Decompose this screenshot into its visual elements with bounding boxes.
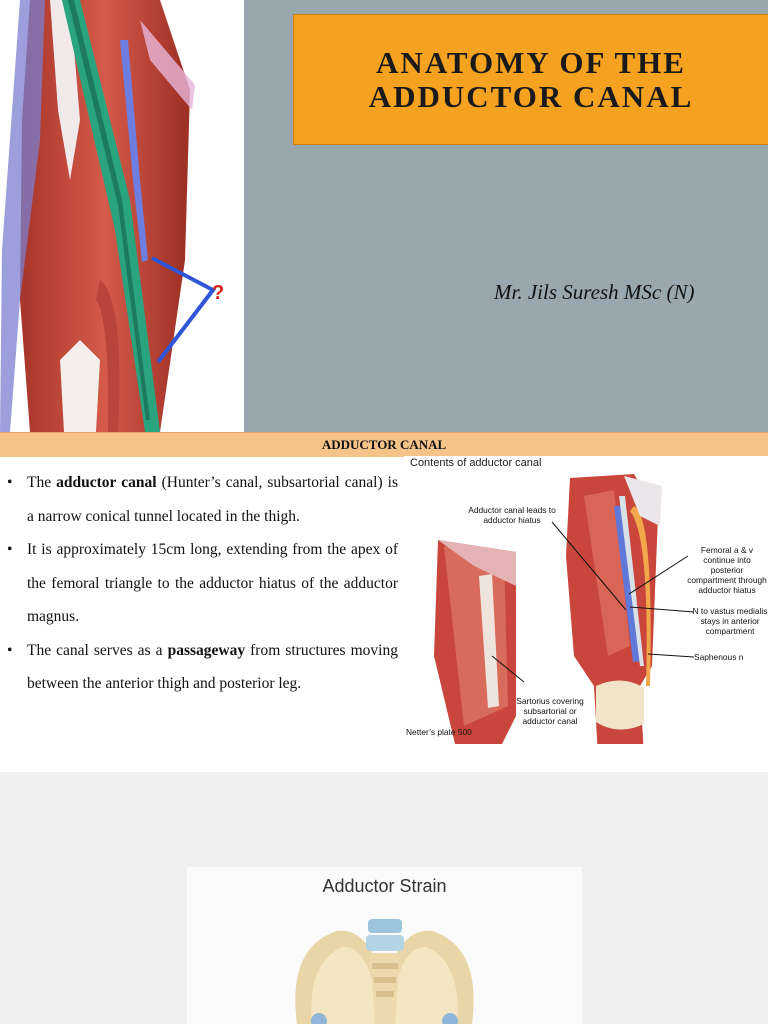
bullet-list	[4, 466, 398, 701]
section-heading: ADDUCTOR CANAL	[321, 437, 447, 452]
bullet-dot: •	[7, 541, 13, 558]
bullet-text-part: It is approximately 15cm long, extending from the apex of the femoral triangle to the adductor hiatus of the adductor magnus.	[27, 541, 398, 625]
label-femoral-vessels: Femoral a & v continue into posterior compartment through adductor hiatus	[687, 545, 767, 595]
title-line-2: ADDUCTOR CANAL	[368, 78, 694, 114]
pelvis-illustration	[187, 867, 582, 1024]
bullet-text-part: (Hunter’s canal, subsartorial canal) is a narrow conical tunnel located in the thigh.	[27, 474, 398, 525]
thigh-muscle-illustration	[0, 0, 244, 432]
bullet-text-part: The	[27, 474, 57, 491]
figure-credit: Netter’s plate 500	[406, 727, 472, 737]
strain-slide	[0, 772, 768, 1024]
card-title: Adductor Strain	[322, 876, 447, 896]
bullet-item	[4, 634, 398, 701]
adductor-strain-card	[187, 867, 582, 1024]
bullet-dot: •	[7, 474, 13, 491]
bullet-text	[27, 533, 398, 634]
adductor-canal-figure	[404, 456, 768, 744]
bullet-dot: •	[7, 641, 13, 659]
bullet-text-part: The canal serves as a	[27, 641, 168, 659]
bullet-text-part: from structures moving between the anterior thigh and posterior leg.	[27, 641, 398, 692]
bullet-item	[4, 533, 398, 634]
figure-title: Contents of adductor canal	[410, 457, 542, 469]
bullet-text-bold: adductor canal	[56, 474, 157, 491]
section-heading-bar	[0, 432, 768, 457]
label-saphenous-nerve: Saphenous n	[694, 652, 744, 662]
content-slide	[0, 432, 768, 772]
title-box	[293, 14, 768, 145]
bullet-text-bold: passageway	[167, 641, 246, 659]
bullet-text	[27, 634, 398, 701]
bullet-text	[27, 466, 398, 533]
title-line-1: ANATOMY OF THE	[376, 44, 686, 80]
label-adductor-hiatus: Adductor canal leads to adductor hiatus	[468, 505, 556, 525]
label-sartorius: Sartorius covering subsartorial or adductor canal	[516, 696, 584, 726]
title-slide	[0, 0, 768, 432]
author-name: Mr. Jils Suresh MSc (N)	[494, 280, 695, 304]
question-mark: ?	[212, 282, 225, 304]
label-vastus-nerve: N to vastus medialis stays in anterior compartment	[692, 606, 768, 636]
bullet-item	[4, 466, 398, 533]
